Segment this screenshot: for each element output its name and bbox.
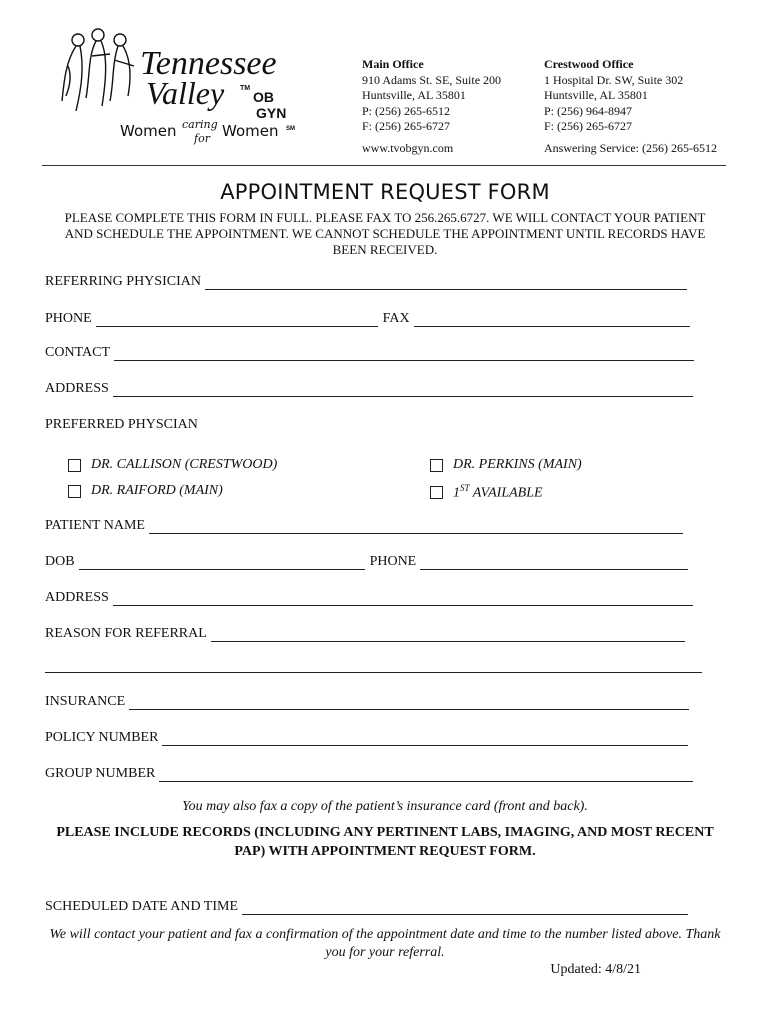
reason-input[interactable] <box>211 629 685 642</box>
svg-text:GYN: GYN <box>256 105 287 121</box>
patient-address-label: ADDRESS <box>45 590 109 605</box>
dob-label: DOB <box>45 554 75 569</box>
scheduled-date-input[interactable] <box>242 902 688 915</box>
address-label: ADDRESS <box>45 381 109 396</box>
crestwood-office-fax: F: (256) 265-6727 <box>544 119 632 133</box>
answering-service: Answering Service: (256) 265-6512 <box>544 141 717 155</box>
phone-fax-row <box>45 311 690 327</box>
main-office-street: 910 Adams St. SE, Suite 200 <box>362 72 502 87</box>
crestwood-office-block <box>544 57 683 135</box>
svg-text:OB: OB <box>253 89 274 105</box>
patient-phone-label: PHONE <box>369 554 417 569</box>
crestwood-office-phone: P: (256) 964-8947 <box>544 103 632 118</box>
crestwood-office-heading: Crestwood Office <box>544 57 634 71</box>
website-link[interactable]: www.tvobgyn.com <box>362 141 454 155</box>
insurance-field <box>45 694 689 710</box>
form-title: APPOINTMENT REQUEST FORM <box>220 180 550 204</box>
insurance-input[interactable] <box>129 697 689 710</box>
checkbox-raiford[interactable] <box>68 485 81 498</box>
callison-label: DR. CALLISON (CRESTWOOD) <box>91 457 278 472</box>
main-office-heading: Main Office <box>362 57 424 71</box>
logo-figures-graphic <box>58 26 308 154</box>
records-note: PLEASE INCLUDE RECORDS (INCLUDING ANY PERTINENT LABS, IMAGING, AND MOST RECENT PAP) WITH APPOINTMENT REQUEST FORM. <box>56 825 714 859</box>
preferred-physician-heading <box>45 417 198 433</box>
group-number-input[interactable] <box>159 769 693 782</box>
patient-address-input[interactable] <box>113 593 693 606</box>
reason-field <box>45 626 685 642</box>
perkins-label: DR. PERKINS (MAIN) <box>453 457 582 472</box>
reason-input-line-2[interactable] <box>45 672 702 673</box>
address-input[interactable] <box>113 384 693 397</box>
main-office-block <box>362 57 501 135</box>
contact-field <box>45 345 694 361</box>
fax-label: FAX <box>382 311 410 326</box>
first-available-text: AVAILABLE <box>469 485 543 501</box>
first-available-ordinal: 1 <box>453 485 460 501</box>
checkbox-perkins[interactable] <box>430 459 443 472</box>
reason-label: REASON FOR REFERRAL <box>45 626 207 641</box>
phone-input[interactable] <box>96 314 378 327</box>
patient-name-input[interactable] <box>149 521 683 534</box>
patient-name-label: PATIENT NAME <box>45 518 145 533</box>
insurance-label: INSURANCE <box>45 694 126 709</box>
svg-text:SM: SM <box>286 126 295 132</box>
fax-input[interactable] <box>414 314 690 327</box>
svg-text:Women: Women <box>222 122 279 140</box>
insurance-card-note: You may also fax a copy of the patient’s insurance card (front and back). <box>182 799 588 814</box>
svg-text:Women: Women <box>120 122 177 140</box>
crestwood-office-city: Huntsville, AL 35801 <box>544 88 648 102</box>
form-instructions: PLEASE COMPLETE THIS FORM IN FULL. PLEASE FAX TO 256.265.6727. WE WILL CONTACT YOUR PATIENT AND SCHEDULE THE APPOINTMENT. WE CANNOT SCHEDULE THE APPOINTMENT UNTIL RECORDS HAVE BEEN RECEIVED. <box>64 210 706 257</box>
referring-physician-field <box>45 274 687 290</box>
header-divider <box>42 165 726 166</box>
referring-physician-label: REFERRING PHYSICIAN <box>45 274 201 289</box>
practice-logo <box>58 26 308 154</box>
dob-phone-row <box>45 554 688 570</box>
scheduled-date-label: SCHEDULED DATE AND TIME <box>45 899 239 914</box>
preferred-physician-label: PREFERRED PHYSCIAN <box>45 417 198 432</box>
option-first-available[interactable] <box>430 483 543 502</box>
svg-text:TM: TM <box>240 85 251 92</box>
main-office-fax: F: (256) 265-6727 <box>362 119 450 133</box>
contact-label: CONTACT <box>45 345 110 360</box>
closing-note: We will contact your patient and fax a confirmation of the appointment date and time to the number listed above. Thank you for your referral. <box>49 927 721 960</box>
svg-text:for: for <box>194 132 210 145</box>
option-dr-callison[interactable] <box>68 457 277 473</box>
main-office-phone: P: (256) 265-6512 <box>362 103 450 118</box>
updated-date: Updated: 4/8/21 <box>550 962 641 977</box>
raiford-label: DR. RAIFORD (MAIN) <box>91 483 223 498</box>
svg-text:Tennessee: Tennessee <box>140 45 277 82</box>
option-dr-perkins[interactable] <box>430 457 582 473</box>
first-available-suffix: ST <box>460 483 470 493</box>
first-available-label <box>453 483 543 502</box>
checkbox-callison[interactable] <box>68 459 81 472</box>
group-number-field <box>45 766 693 782</box>
group-number-label: GROUP NUMBER <box>45 766 156 781</box>
address-field <box>45 381 693 397</box>
referring-physician-input[interactable] <box>205 277 687 290</box>
option-dr-raiford[interactable] <box>68 483 223 499</box>
dob-input[interactable] <box>79 557 365 570</box>
patient-address-field <box>45 590 693 606</box>
contact-input[interactable] <box>114 348 694 361</box>
policy-number-input[interactable] <box>162 733 688 746</box>
scheduled-date-field <box>45 899 688 915</box>
patient-phone-input[interactable] <box>420 557 688 570</box>
checkbox-first-available[interactable] <box>430 486 443 499</box>
main-office-city: Huntsville, AL 35801 <box>362 88 466 102</box>
svg-text:caring: caring <box>182 118 218 131</box>
policy-number-label: POLICY NUMBER <box>45 730 159 745</box>
patient-name-field <box>45 518 683 534</box>
crestwood-office-street: 1 Hospital Dr. SW, Suite 302 <box>544 72 684 87</box>
svg-text:Valley: Valley <box>146 75 225 111</box>
phone-label: PHONE <box>45 311 92 326</box>
policy-number-field <box>45 730 688 746</box>
